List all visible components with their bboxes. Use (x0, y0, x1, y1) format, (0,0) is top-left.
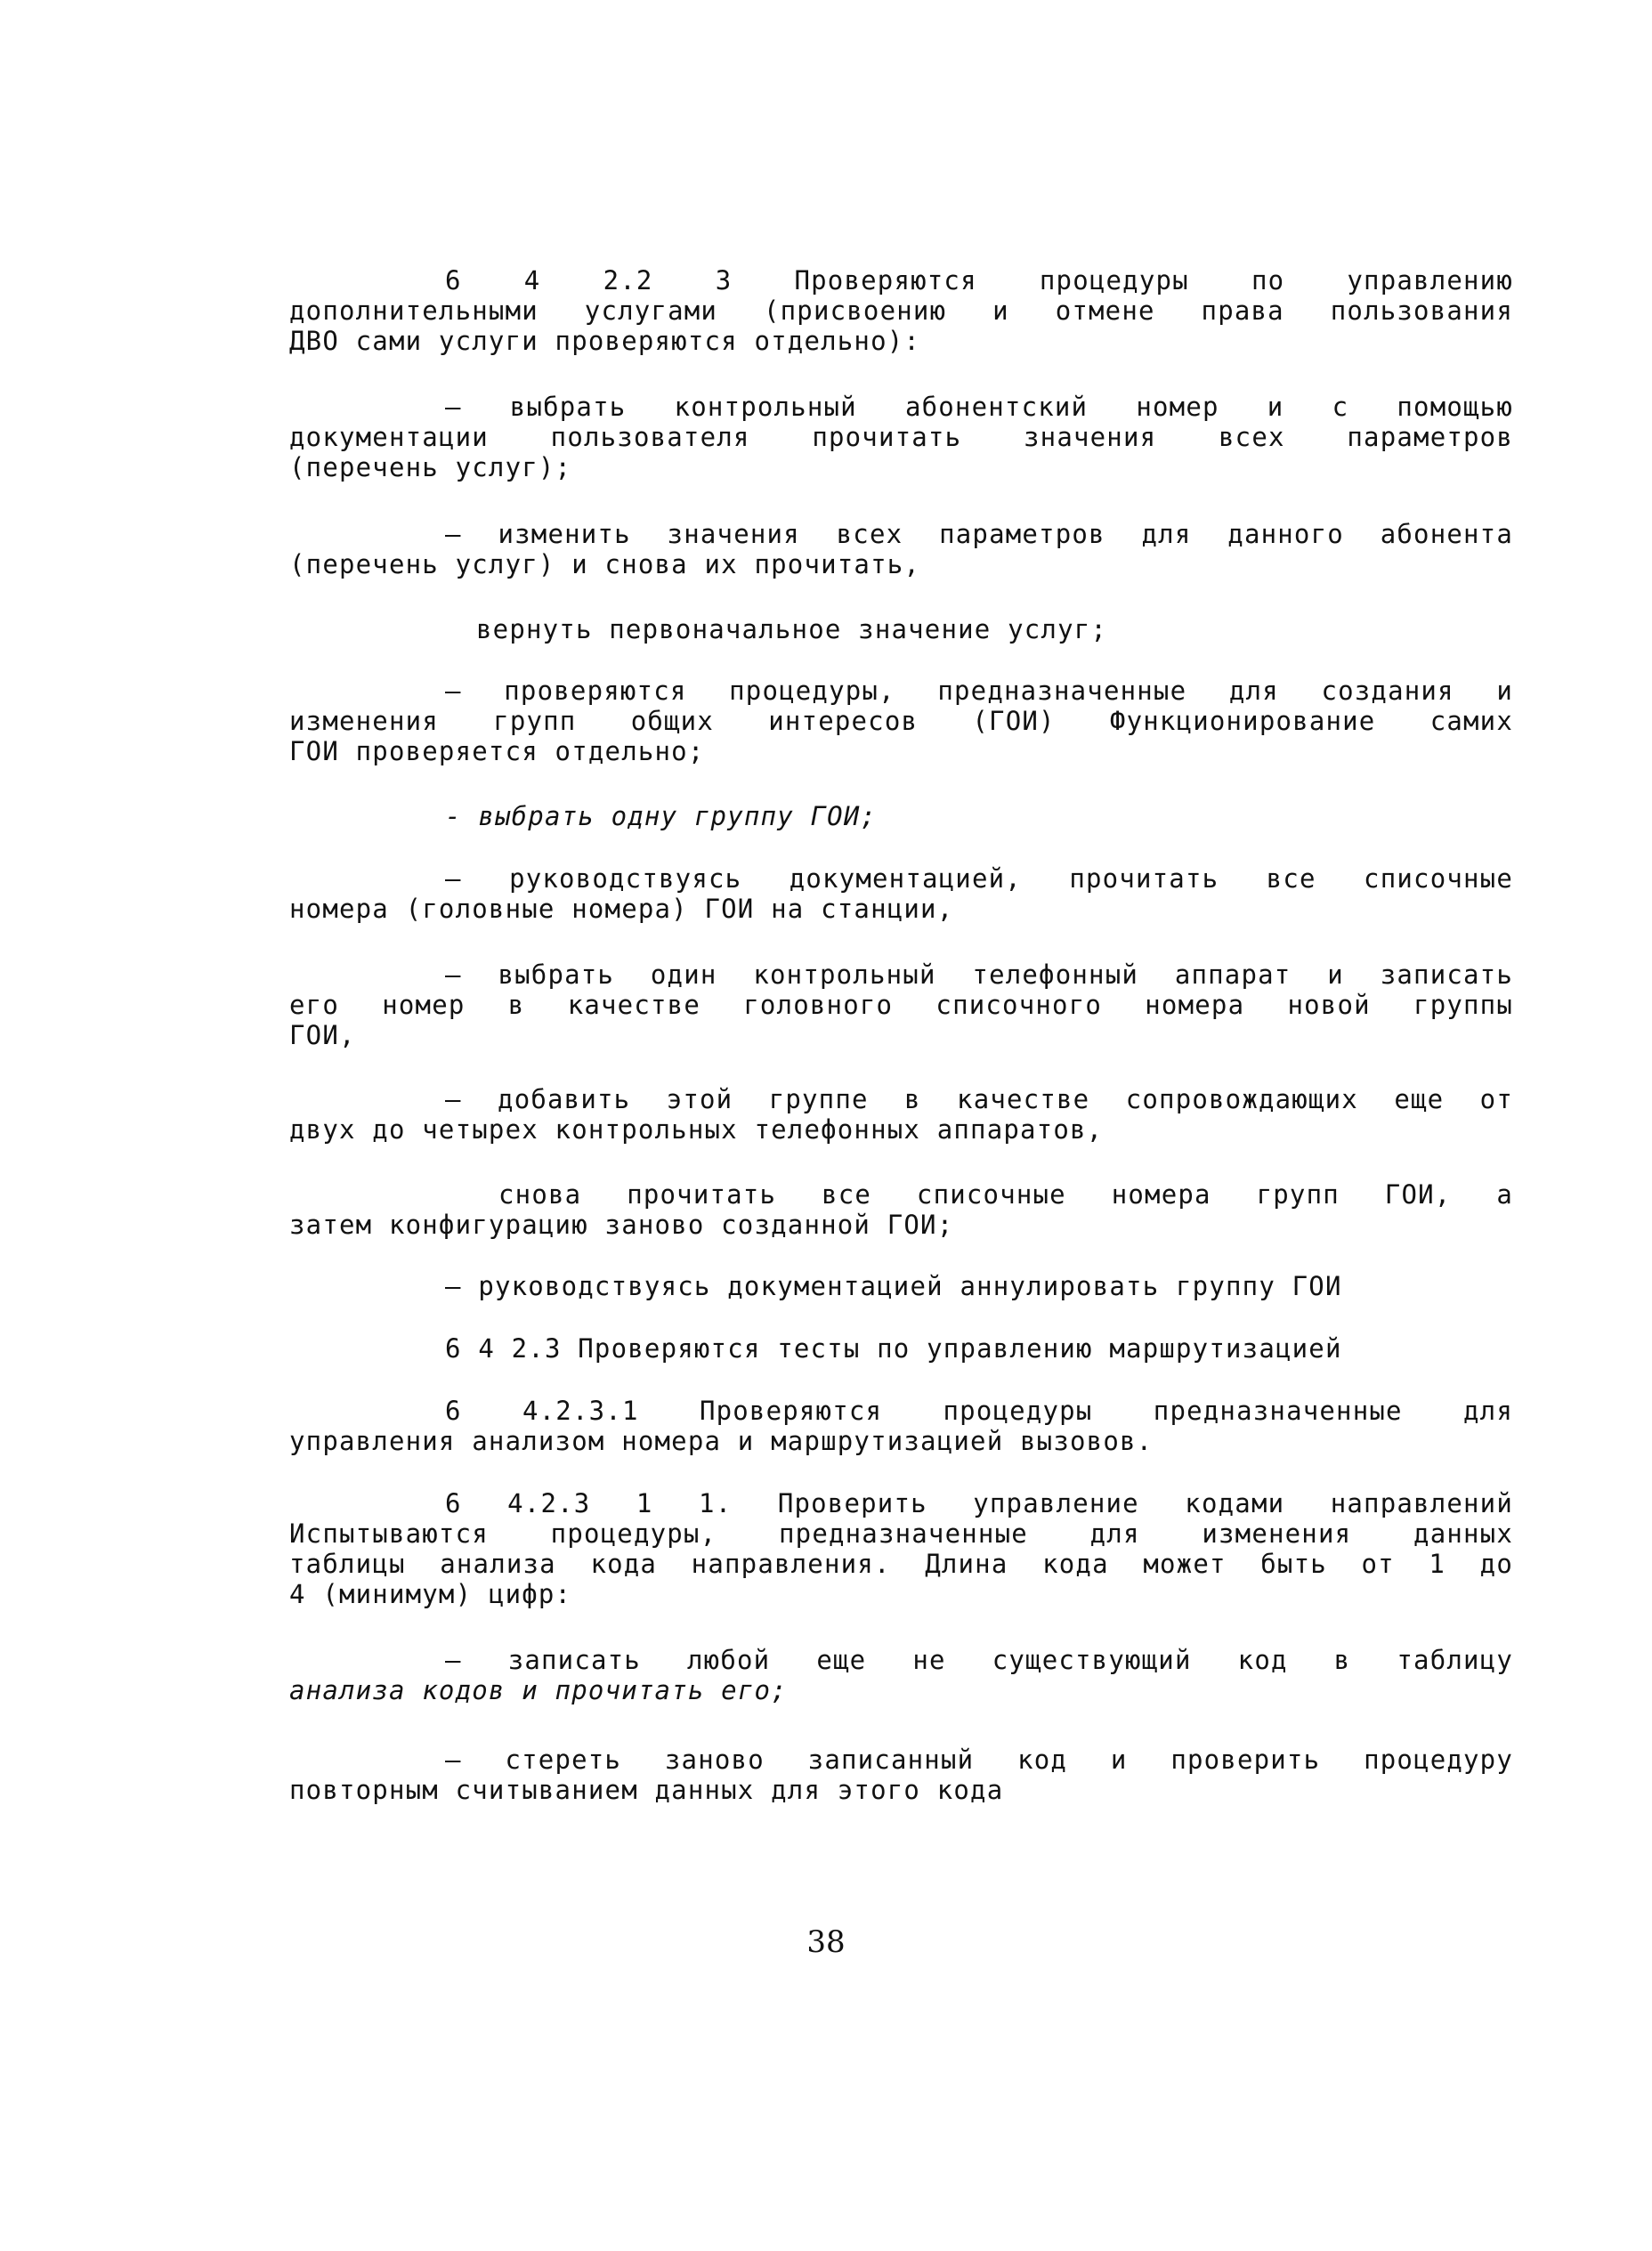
text-line: номера (головные номера) ГОИ на станции, (289, 894, 954, 924)
paragraph-write-code (289, 1645, 1513, 1705)
paragraph-6-4-2-3-1 (289, 1396, 1513, 1456)
text-line: – выбрать один контрольный телефонный аппарат и записать (445, 960, 1513, 990)
text-line: - выбрать одну группу ГОИ; (445, 801, 878, 831)
paragraph-cancel-group (289, 1271, 1513, 1301)
text-line: 6 4 2.2 3 Проверяются процедуры по управлению (445, 265, 1513, 296)
text-line: (перечень услуг); (289, 452, 572, 482)
text-line: Испытываются процедуры, предназначенные для изменения данных (289, 1518, 1513, 1549)
text-line: вернуть первоначальное значение услуг; (476, 614, 1108, 644)
paragraph-select-group (289, 801, 1513, 831)
text-line: повторным считыванием данных для этого кода (289, 1775, 1004, 1805)
text-line: – записать любой еще не существующий код в таблицу (445, 1645, 1513, 1675)
paragraph-read-numbers (289, 863, 1513, 924)
paragraph-select-telephone (289, 960, 1513, 1050)
paragraph-erase-code (289, 1745, 1513, 1805)
text-line: – руководствуясь документацией, прочитать все списочные (445, 863, 1513, 894)
paragraph-goi-procedures (289, 676, 1513, 766)
paragraph-6-4-2-3 (289, 1333, 1513, 1364)
text-line: изменения групп общих интересов (ГОИ) Функционирование самих (289, 706, 1513, 736)
text-line: дополнительными услугами (присвоению и отмене права пользования (289, 296, 1513, 326)
text-line: анализа кодов и прочитать его; (289, 1675, 788, 1705)
text-line: 6 4 2.3 Проверяются тесты по управлению маршрутизацией (445, 1333, 1342, 1364)
text-line: 4 (минимум) цифр: (289, 1579, 572, 1609)
text-line: 6 4.2.3 1 1. Проверить управление кодами направлений (445, 1488, 1513, 1518)
text-line: документации пользователя прочитать значения всех параметров (289, 422, 1513, 452)
text-line: 6 4.2.3.1 Проверяются процедуры предназначенные для (445, 1396, 1513, 1426)
text-line: (перечень услуг) и снова их прочитать, (289, 549, 921, 579)
text-line: ГОИ, (289, 1020, 356, 1050)
text-line: таблицы анализа кода направления. Длина кода может быть от 1 до (289, 1549, 1513, 1579)
text-line: затем конфигурацию заново созданной ГОИ; (289, 1210, 954, 1240)
text-line: – изменить значения всех параметров для данного абонента (445, 519, 1513, 549)
paragraph-change-values (289, 519, 1513, 579)
paragraph-select-number (289, 392, 1513, 482)
text-line: – руководствуясь документацией аннулировать группу ГОИ (445, 1271, 1342, 1301)
text-line: – проверяются процедуры, предназначенные для создания и (445, 676, 1513, 706)
paragraph-add-telephones (289, 1084, 1513, 1145)
text-line: ГОИ проверяется отдельно; (289, 736, 705, 766)
text-line: – выбрать контрольный абонентский номер и с помощью (445, 392, 1513, 422)
page-number: 38 (806, 1924, 846, 1960)
text-line: – добавить этой группе в качестве сопровождающих еще от (445, 1084, 1513, 1114)
text-line: управления анализом номера и маршрутизацией вызовов. (289, 1426, 1154, 1456)
paragraph-restore-values (289, 614, 1513, 644)
text-line: – стереть заново записанный код и проверить процедуру (445, 1745, 1513, 1775)
text-line: его номер в качестве головного списочного номера новой группы (289, 990, 1513, 1020)
paragraph-6-4-2-2-3 (289, 265, 1513, 356)
paragraph-read-again (289, 1179, 1513, 1240)
text-line: снова прочитать все списочные номера групп ГОИ, а (498, 1179, 1513, 1210)
paragraph-6-4-2-3-1-1 (289, 1488, 1513, 1609)
text-line: двух до четырех контрольных телефонных аппаратов, (289, 1114, 1104, 1145)
text-line: ДВО сами услуги проверяются отдельно): (289, 326, 921, 356)
